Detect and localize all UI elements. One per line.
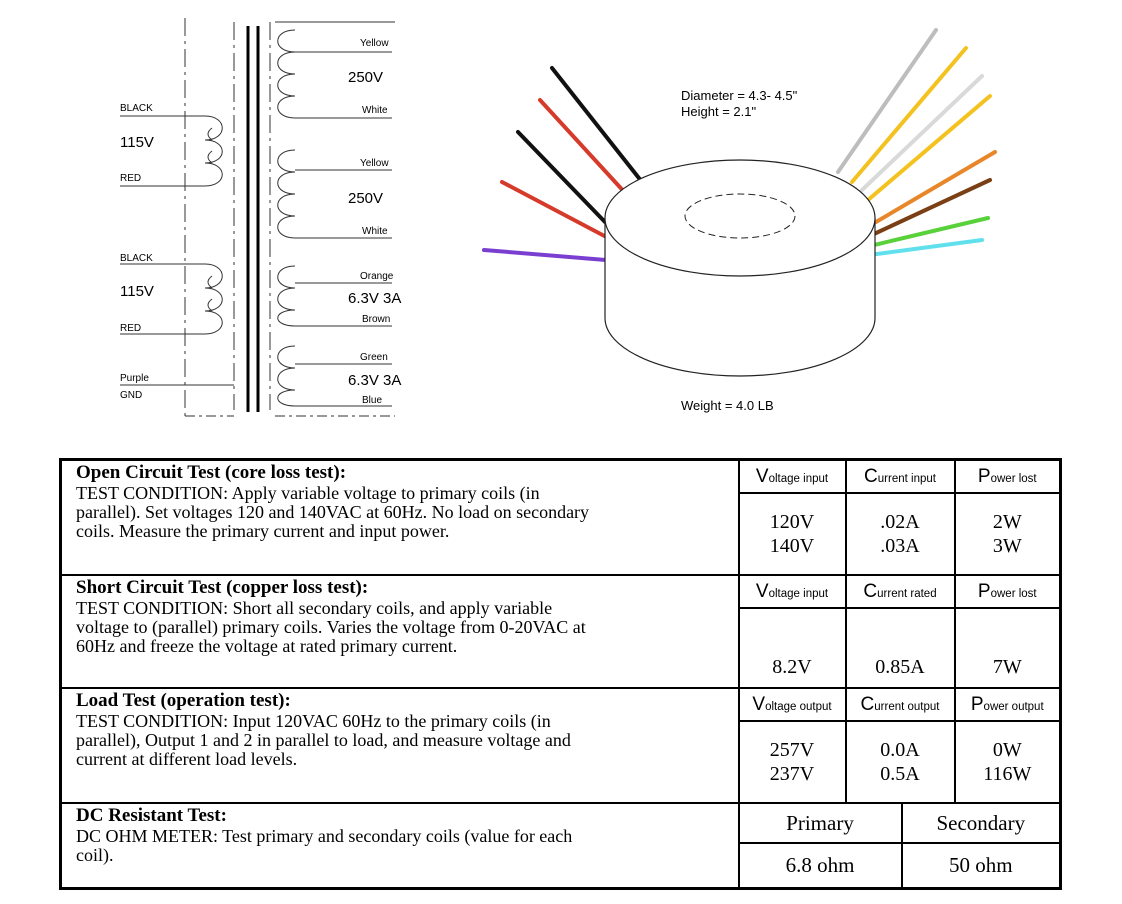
secondary-coil-1: [278, 30, 392, 118]
header-cap: C: [864, 465, 878, 487]
header-rest: ower lost: [990, 587, 1037, 600]
secondary-coil-4: [278, 346, 402, 406]
header-rest: urrent rated: [877, 587, 937, 600]
test-results-table: [59, 458, 1062, 890]
column-header: [739, 688, 846, 721]
value: 8.2V: [772, 656, 812, 679]
value-cell: [846, 493, 955, 575]
value: 0.5A: [880, 763, 920, 786]
description-line: TEST CONDITION: Short all secondary coils, and apply variable: [76, 598, 553, 618]
open-circuit-title: Open Circuit Test (core loss test):: [76, 462, 347, 483]
value: 257V: [769, 739, 815, 762]
value: 2W: [992, 511, 1022, 533]
toroid-diameter-label: Diameter = 4.3- 4.5": [681, 88, 798, 103]
header-cap: C: [863, 580, 878, 602]
value-cell: [955, 721, 1061, 803]
value-cell: [739, 493, 846, 575]
value: .02A: [880, 511, 920, 533]
value: 0.85A: [875, 656, 925, 679]
header-rest: ower output: [983, 700, 1044, 713]
description-line: voltage to (parallel) primary coils. Varies the voltage from 0-20VAC at: [76, 617, 586, 637]
column-header: [955, 575, 1061, 608]
column-header: [739, 575, 846, 608]
column-header: [846, 688, 955, 721]
value: 237V: [769, 763, 815, 786]
toroid-weight-label: Weight = 4.0 LB: [681, 398, 774, 413]
column-header: [846, 460, 955, 494]
secondary1-voltage: 250V: [348, 69, 384, 86]
value: 0W: [992, 739, 1022, 762]
toroid-illustration: [484, 30, 995, 413]
open-circuit-description: [61, 460, 739, 576]
secondary4-top-label: Green: [360, 352, 388, 363]
dc-test-description: [61, 803, 739, 888]
primary-coil-2: [120, 253, 222, 334]
coil-winding: [278, 346, 295, 406]
value-cell: [739, 608, 846, 688]
header-cap: V: [755, 465, 769, 487]
coil-winding: [278, 266, 295, 326]
header-cap: P: [970, 693, 984, 715]
column-header: [955, 688, 1061, 721]
value-cell: [739, 721, 846, 803]
secondary1-top-label: Yellow: [360, 38, 389, 49]
column-header: [846, 575, 955, 608]
header-cap: C: [860, 693, 875, 715]
short-circuit-header-row: [61, 575, 1061, 608]
primary1-voltage: 115V: [120, 134, 154, 151]
value-cell: [955, 608, 1061, 688]
primary2-top-label: BLACK: [120, 253, 153, 264]
header-rest: oltage output: [765, 700, 832, 713]
toroid-top: [605, 160, 875, 276]
secondary3-top-label: Orange: [360, 271, 394, 282]
description-line: parallel). Set voltages 120 and 140VAC at 60Hz. No load on secondary: [76, 502, 590, 522]
description-line: current at different load levels.: [76, 749, 298, 770]
transformer-figure: [0, 0, 1122, 450]
header-cap: P: [977, 580, 991, 602]
primary1-top-label: BLACK: [120, 103, 153, 114]
load-test-title: Load Test (operation test):: [76, 690, 291, 712]
secondary-coil-2: [278, 150, 392, 238]
coil-winding: [205, 116, 222, 186]
value: 7W: [992, 656, 1022, 679]
column-header: [955, 460, 1061, 494]
ground-wire-label: Purple: [120, 373, 149, 384]
coil-loop: [208, 276, 212, 311]
header-rest: urrent output: [874, 700, 940, 713]
primary2-bottom-label: RED: [120, 323, 142, 334]
value: 140V: [769, 535, 815, 557]
header-cap: V: [752, 693, 766, 715]
header-rest: ower lost: [990, 472, 1037, 485]
coil-winding: [278, 30, 295, 118]
secondary2-bottom-label: White: [362, 226, 388, 237]
column-header: [739, 460, 846, 494]
dc-test-title: DC Resistant Test:: [76, 805, 227, 827]
wire-white: [862, 76, 982, 190]
wire-yellow: [868, 96, 990, 200]
wire-black: [518, 132, 605, 222]
description-line: 60Hz and freeze the voltage at rated primary current.: [76, 636, 458, 656]
value: 116W: [983, 763, 1032, 786]
secondary-resistance: 50 ohm: [902, 843, 1061, 888]
primary-header: Primary: [739, 803, 902, 843]
primary-coil-1: [120, 103, 222, 186]
value-cell: [846, 608, 955, 688]
description-line: coils. Measure the primary current and input power.: [76, 521, 450, 541]
description-line: coil).: [76, 845, 114, 866]
header-cap: V: [755, 580, 769, 602]
secondary2-top-label: Yellow: [360, 158, 389, 169]
secondary2-voltage: 250V: [348, 190, 384, 207]
value-cell: [846, 721, 955, 803]
secondary-header: Secondary: [902, 803, 1061, 843]
coil-winding: [205, 264, 222, 334]
secondary4-voltage: 6.3V 3A: [348, 372, 402, 389]
dc-test-header-row: [61, 803, 1061, 843]
coil-winding: [278, 150, 295, 238]
header-rest: urrent input: [877, 472, 936, 485]
value-cell: [955, 493, 1061, 575]
short-circuit-title: Short Circuit Test (copper loss test):: [76, 577, 369, 598]
value: 0.0A: [880, 739, 920, 762]
primary-resistance: 6.8 ohm: [739, 843, 902, 888]
value: 3W: [992, 535, 1022, 557]
header-cap: P: [977, 465, 991, 487]
secondary1-bottom-label: White: [362, 105, 388, 116]
description-line: DC OHM METER: Test primary and secondary coils (value for each: [76, 826, 573, 847]
coil-loop: [208, 128, 212, 163]
toroid-height-label: Height = 2.1": [681, 104, 757, 119]
header-rest: oltage input: [768, 587, 829, 600]
value: 120V: [769, 511, 815, 533]
description-line: TEST CONDITION: Apply variable voltage to primary coils (in: [76, 483, 540, 503]
primary1-bottom-label: RED: [120, 173, 142, 184]
secondary3-voltage: 6.3V 3A: [348, 290, 402, 307]
load-test-description: [61, 688, 739, 803]
schematic-diagram: [120, 18, 401, 416]
open-circuit-header-row: [61, 460, 1061, 494]
secondary4-bottom-label: Blue: [362, 395, 383, 406]
ground-label: GND: [120, 390, 143, 401]
description-line: TEST CONDITION: Input 120VAC 60Hz to the primary coils (in: [76, 711, 551, 732]
secondary-coil-3: [278, 266, 402, 326]
primary2-voltage: 115V: [120, 283, 154, 300]
ground-connection: [120, 373, 234, 401]
load-test-header-row: [61, 688, 1061, 721]
header-rest: oltage input: [768, 472, 829, 485]
short-circuit-description: [61, 575, 739, 688]
value: .03A: [880, 535, 920, 557]
description-line: parallel), Output 1 and 2 in parallel to load, and measure voltage and: [76, 730, 571, 751]
secondary3-bottom-label: Brown: [362, 314, 391, 325]
